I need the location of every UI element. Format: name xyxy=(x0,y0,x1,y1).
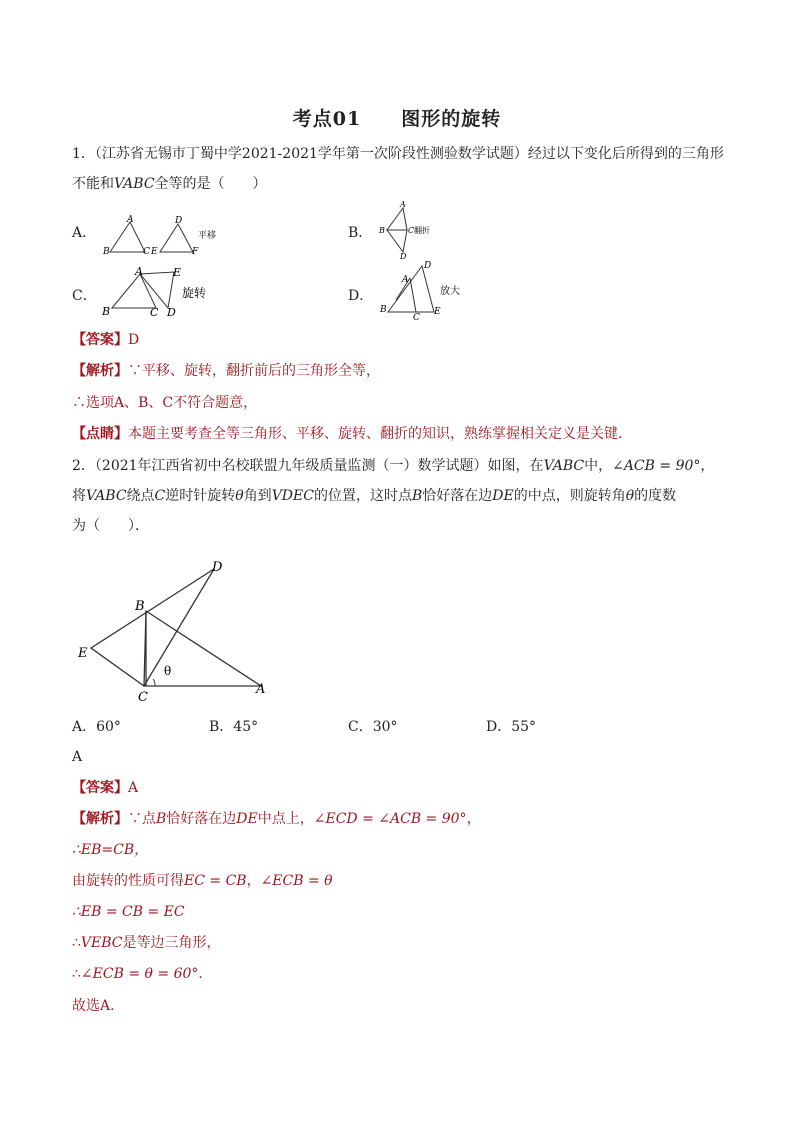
label-c: C xyxy=(413,313,420,322)
caption-fold: 翻折 xyxy=(414,226,430,235)
label-a: A xyxy=(127,215,134,225)
page-title xyxy=(0,104,794,131)
label-b: B xyxy=(379,226,385,235)
q1-stem-line2: 不能和VABC全等的是（ ） xyxy=(72,176,267,192)
label-e: E xyxy=(151,247,158,257)
q1-option-b-figure[interactable] xyxy=(370,198,450,260)
label-a: A xyxy=(400,200,406,209)
label-d: D xyxy=(424,261,432,271)
q1-option-c-letter[interactable]: C． xyxy=(72,288,97,304)
q1-option-a-figure[interactable] xyxy=(100,212,230,257)
label-c: C xyxy=(408,226,415,235)
q2-stem-line1: 2．（2021年江西省初中名校联盟九年级质量监测（一）数学试题）如图，在VABC中，∠ACB = 90°， xyxy=(72,458,715,474)
label-b: B xyxy=(380,305,387,315)
q1-analysis-line1: 【解析】∵平移、旋转，翻折前后的三角形全等， xyxy=(72,363,380,379)
q1-option-d-figure[interactable] xyxy=(374,256,484,322)
q2-analysis-line1: 【解析】∵点B恰好落在边DE中点上，∠ECD = ∠ACB = 90°， xyxy=(72,811,481,827)
q2-analysis-line4: ∴EB = CB = EC xyxy=(72,904,185,920)
q1-option-d-letter[interactable]: D． xyxy=(348,288,374,304)
q2-stem-line2: 将VABC绕点C逆时针旋转θ角到VDEC的位置，这时点B恰好落在边DE的中点，则旋转角θ的度数 xyxy=(72,488,677,504)
q2-analysis-line2: ∴EB=CB， xyxy=(72,842,149,858)
label-a: A xyxy=(256,682,266,697)
q1-stem-line1: 1．（江苏省无锡市丁蜀中学2021-2021学年第一次阶段性测验数学试题）经过以下变化后所得到的三角形 xyxy=(72,146,724,162)
q2-analysis-line6: ∴∠ECB = θ = 60°． xyxy=(72,966,213,982)
label-e: E xyxy=(173,266,182,279)
label-theta: θ xyxy=(164,664,172,678)
title-name: 图形的旋转 xyxy=(401,108,502,130)
q2-answer: 【答案】A xyxy=(72,780,139,796)
label-d: D xyxy=(400,252,407,260)
label-b: B xyxy=(135,599,145,614)
label-e: E xyxy=(434,307,441,317)
label-b: B xyxy=(102,305,111,318)
q2-option-d[interactable]: D．55° xyxy=(486,719,537,735)
q2-analysis-line5: ∴VEBC是等边三角形， xyxy=(72,935,221,951)
label-c: C xyxy=(138,690,148,705)
q2-analysis-line3: 由旋转的性质可得EC = CB，∠ECB = θ xyxy=(72,873,333,889)
q1-answer: 【答案】D xyxy=(72,332,140,348)
q2-stray-letter: A xyxy=(72,749,83,765)
q1-comment: 【点睛】本题主要考查全等三角形、平移、旋转、翻折的知识，熟练掌握相关定义是关键． xyxy=(72,426,632,442)
q1-analysis-line2: ∴选项A、B、C不符合题意， xyxy=(72,395,258,411)
label-c: C xyxy=(150,306,159,319)
label-a: A xyxy=(402,275,409,285)
label-d: D xyxy=(167,306,176,319)
label-e: E xyxy=(78,646,88,661)
q2-stem-line3: 为（ ）． xyxy=(72,518,149,534)
q2-analysis-line7: 故选A． xyxy=(72,998,125,1014)
q2-option-b[interactable]: B．45° xyxy=(209,719,259,735)
label-a: A xyxy=(135,265,143,278)
label-c: C xyxy=(143,247,150,257)
q2-figure xyxy=(70,555,280,705)
caption-translate: 平移 xyxy=(198,231,217,241)
caption-rotate: 旋转 xyxy=(182,286,207,300)
label-d: D xyxy=(212,560,223,575)
label-b: B xyxy=(103,247,110,257)
q2-option-a[interactable]: A．60° xyxy=(72,719,121,735)
label-d: D xyxy=(175,216,183,226)
title-code: 考点01 xyxy=(292,108,362,130)
q1-option-a-letter[interactable]: A． xyxy=(72,225,97,241)
caption-enlarge: 放大 xyxy=(440,286,460,297)
q2-option-c[interactable]: C．30° xyxy=(348,719,398,735)
label-f: F xyxy=(192,247,199,257)
q1-option-c-figure[interactable] xyxy=(98,262,228,322)
q1-option-b-letter[interactable]: B． xyxy=(348,225,373,241)
